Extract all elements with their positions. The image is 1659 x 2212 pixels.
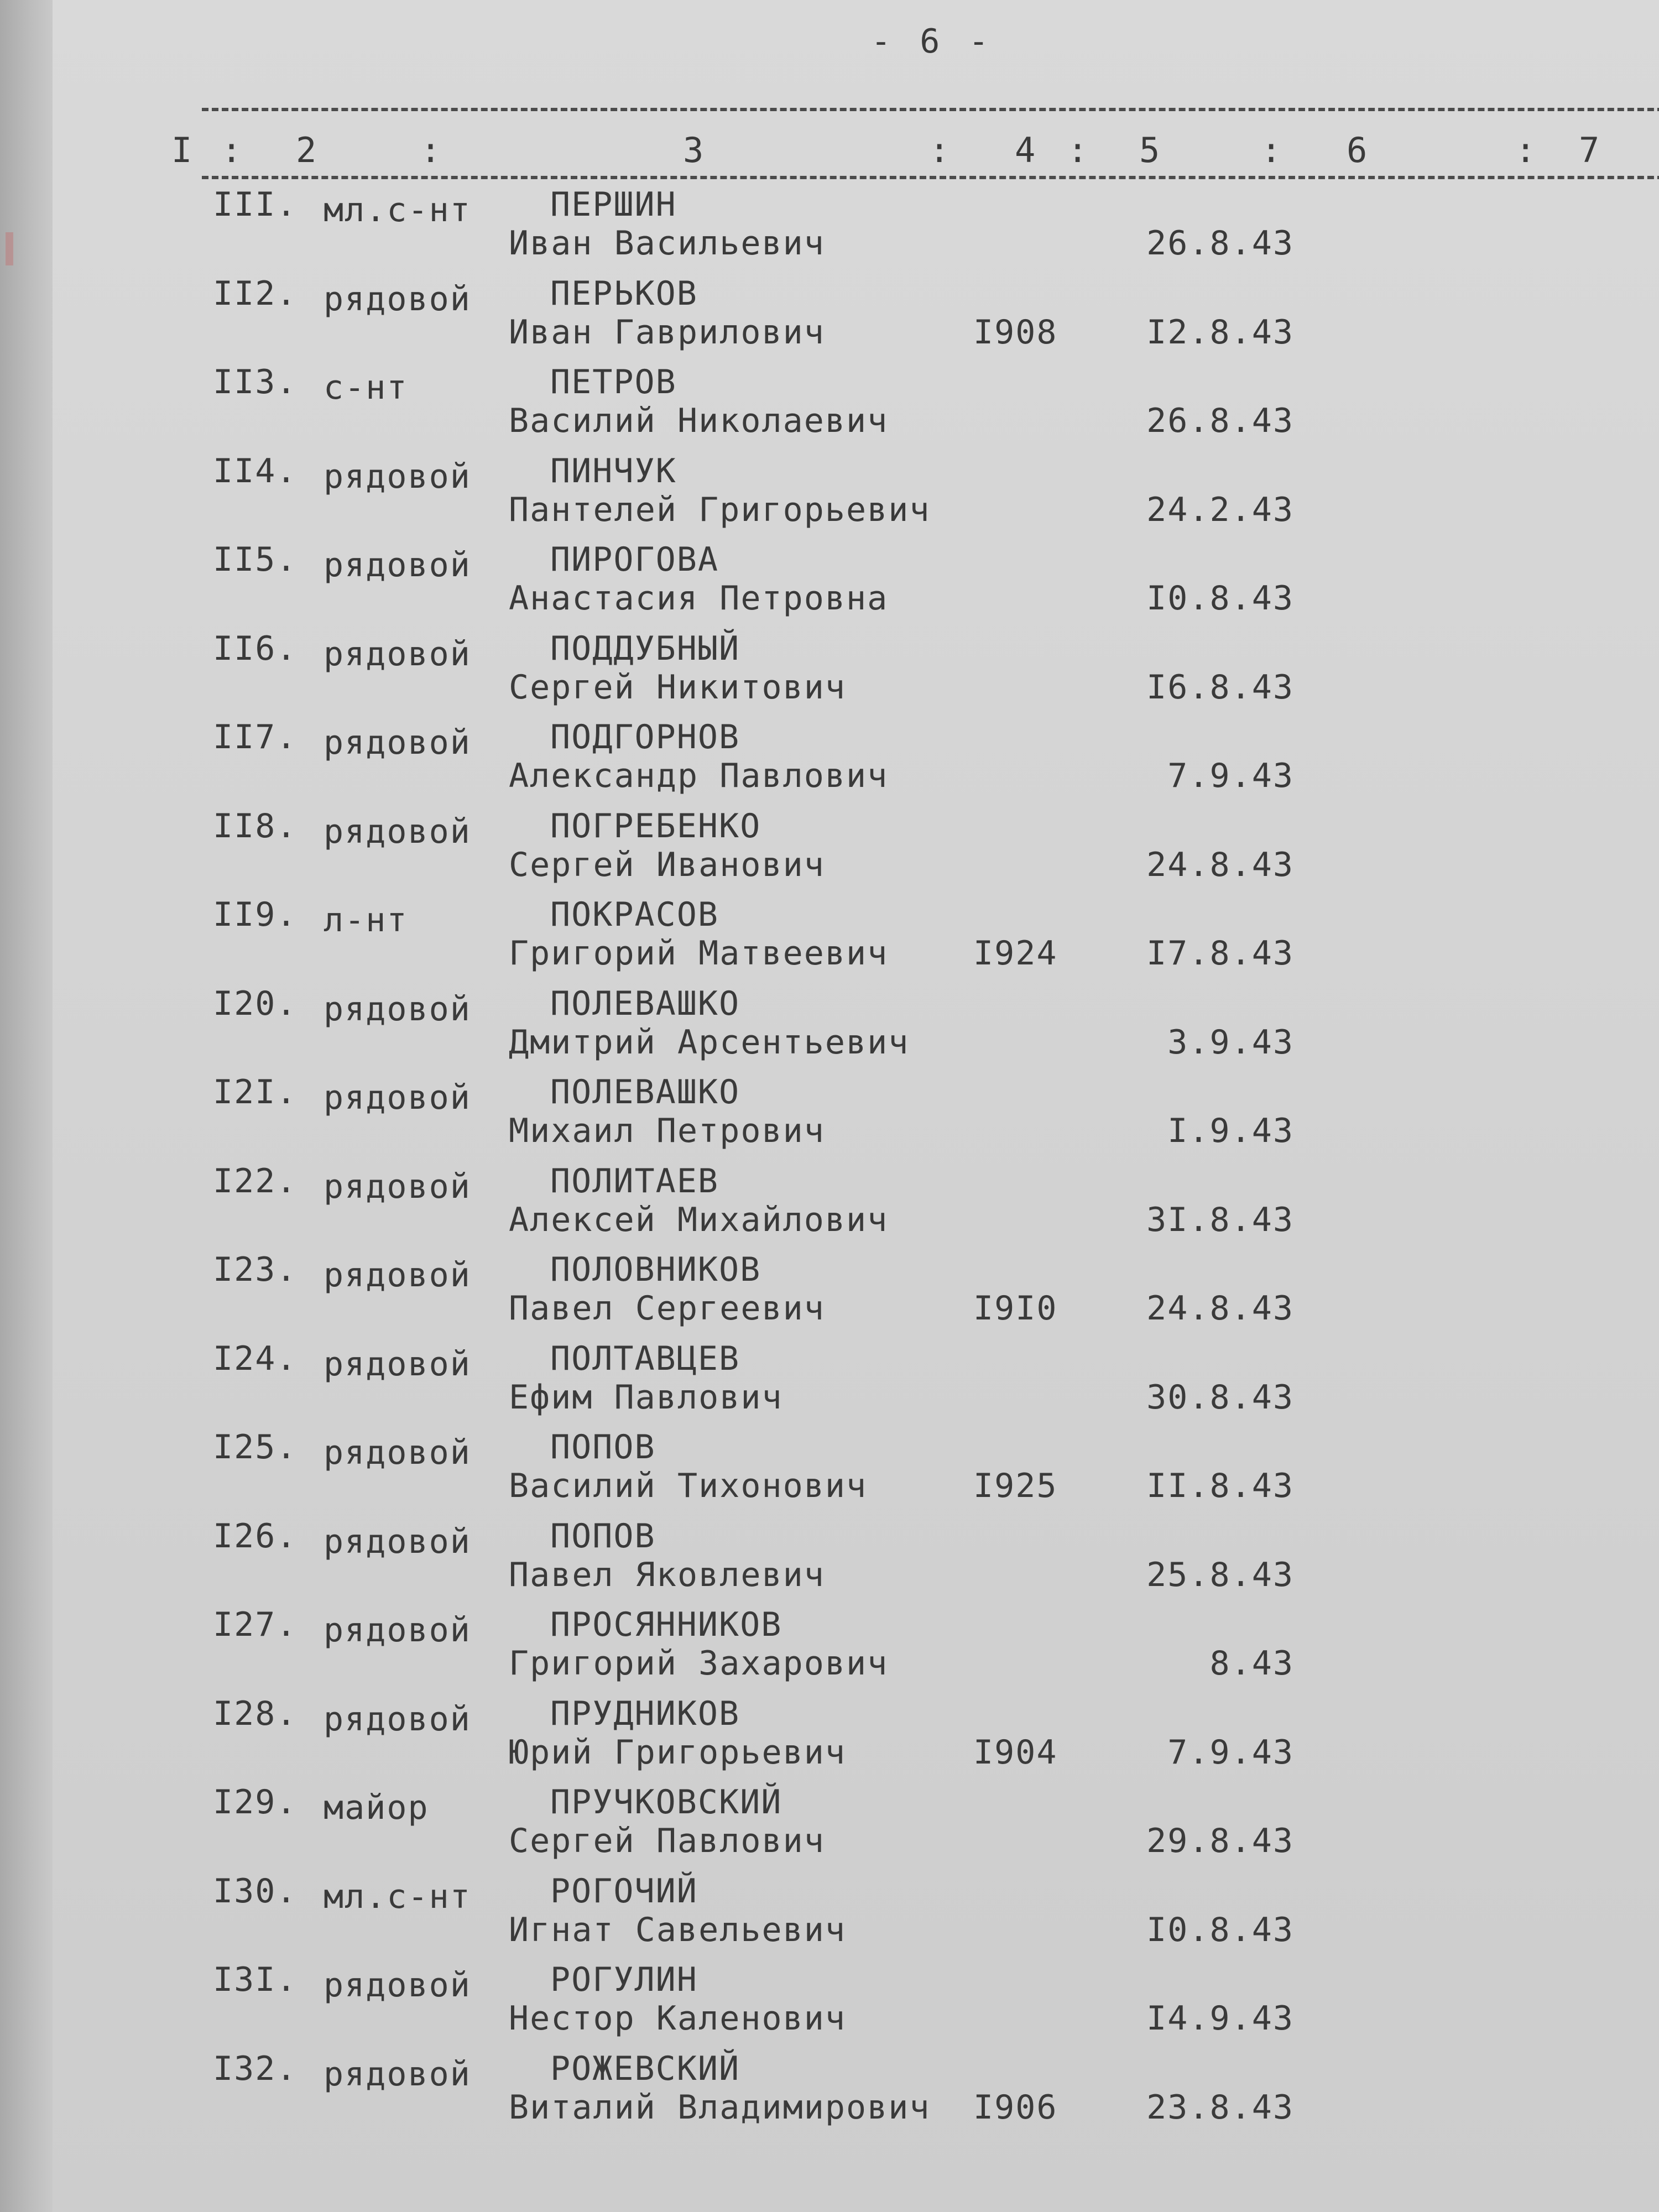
surname: ПЕТРОВ [550, 363, 677, 401]
date: I.9.43 [1167, 1112, 1294, 1150]
rank: рядовой [324, 1078, 471, 1117]
entry-number: I29. [213, 1783, 298, 1822]
list-item [53, 718, 1659, 807]
rank: рядовой [324, 1966, 471, 2005]
date: II.8.43 [1146, 1467, 1294, 1505]
rank: с-нт [324, 368, 408, 407]
birth-year: I908 [973, 312, 1058, 352]
date: 25.8.43 [1146, 1555, 1294, 1594]
date: 26.8.43 [1146, 224, 1294, 263]
surname: ПРОСЯННИКОВ [550, 1605, 782, 1644]
date: I0.8.43 [1146, 1910, 1294, 1949]
entry-number: II9. [213, 895, 298, 934]
list-item [53, 1073, 1659, 1162]
rank: мл.с-нт [324, 1877, 471, 1916]
column-separator: : [929, 130, 950, 170]
given-name: Григорий Захарович [509, 1644, 889, 1683]
surname: ПОДГОРНОВ [550, 718, 740, 757]
given-name: Сергей Иванович [509, 845, 825, 884]
entry-number: I25. [213, 1428, 298, 1467]
birth-year: I904 [973, 1733, 1058, 1772]
date: 26.8.43 [1146, 401, 1294, 440]
rank: рядовой [324, 457, 471, 496]
entry-number: I2I. [213, 1073, 298, 1112]
given-name: Сергей Никитович [509, 667, 846, 707]
header-rule-top [202, 108, 1659, 111]
given-name: Павел Сергеевич [509, 1289, 825, 1328]
given-name: Виталий Владимирович [509, 2088, 931, 2127]
date: 24.2.43 [1146, 490, 1294, 529]
entry-number: I27. [213, 1605, 298, 1644]
date: 24.8.43 [1146, 1289, 1294, 1328]
surname: ПОЛОВНИКОВ [550, 1250, 761, 1289]
entry-number: I30. [213, 1871, 298, 1911]
page-edge [0, 0, 53, 2212]
given-name: Иван Гаврилович [509, 312, 825, 352]
list-item [53, 984, 1659, 1073]
list-item [53, 1428, 1659, 1517]
rank: майор [324, 1788, 429, 1827]
column-separator: : [1067, 130, 1088, 170]
given-name: Сергей Павлович [509, 1822, 825, 1860]
surname: ПОКРАСОВ [550, 895, 719, 934]
casualty-list [53, 185, 1659, 2138]
date: 7.9.43 [1167, 1733, 1294, 1772]
rank: рядовой [324, 1344, 471, 1384]
rank: мл.с-нт [324, 191, 471, 229]
date: I2.8.43 [1146, 312, 1294, 352]
given-name: Григорий Матвеевич [509, 934, 889, 973]
entry-number: I22. [213, 1161, 298, 1201]
date: 3I.8.43 [1146, 1200, 1294, 1239]
surname: ПРУЧКОВСКИЙ [550, 1783, 782, 1822]
list-item [53, 1162, 1659, 1251]
given-name: Алексей Михайлович [509, 1200, 889, 1239]
entry-number: II5. [213, 540, 298, 579]
given-name: Михаил Петрович [509, 1112, 825, 1150]
surname: ПОЛТАВЦЕВ [550, 1339, 740, 1378]
given-name: Игнат Савельевич [509, 1910, 846, 1949]
list-item [53, 895, 1659, 984]
date: 3.9.43 [1167, 1022, 1294, 1062]
column-header-6: 6 [1347, 130, 1368, 170]
surname: РОГОЧИЙ [550, 1871, 698, 1911]
date: I6.8.43 [1146, 667, 1294, 707]
margin-mark [6, 232, 13, 265]
surname: ПОЛЕВАШКО [550, 1073, 740, 1112]
list-item [53, 274, 1659, 363]
birth-year: I924 [973, 934, 1058, 973]
rank: л-нт [324, 901, 408, 940]
entry-number: I23. [213, 1250, 298, 1289]
column-separator: : [1515, 130, 1536, 170]
surname: ПИНЧУК [550, 451, 677, 491]
list-item [53, 185, 1659, 274]
column-separator: : [1261, 130, 1282, 170]
column-header-5: 5 [1139, 130, 1160, 170]
surname: ПОДДУБНЫЙ [550, 629, 740, 668]
date: 24.8.43 [1146, 845, 1294, 884]
entry-number: II8. [213, 806, 298, 846]
column-header-1: I [171, 130, 192, 170]
given-name: Иван Васильевич [509, 224, 825, 263]
rank: рядовой [324, 723, 471, 762]
rank: рядовой [324, 989, 471, 1029]
list-item [53, 1960, 1659, 2049]
surname: РОЖЕВСКИЙ [550, 2049, 740, 2088]
list-item [53, 1250, 1659, 1339]
column-header-7: 7 [1579, 130, 1600, 170]
rank: рядовой [324, 1433, 471, 1472]
date: 29.8.43 [1146, 1822, 1294, 1860]
given-name: Юрий Григорьевич [509, 1733, 846, 1772]
entry-number: II4. [213, 451, 298, 491]
rank: рядовой [324, 279, 471, 319]
given-name: Нестор Каленович [509, 1999, 846, 2038]
date: I0.8.43 [1146, 579, 1294, 618]
given-name: Дмитрий Арсентьевич [509, 1022, 910, 1062]
document-sheet [53, 0, 1659, 2212]
entry-number: II6. [213, 629, 298, 668]
column-separator: : [420, 130, 441, 170]
list-item [53, 1605, 1659, 1694]
surname: РОГУЛИН [550, 1960, 698, 1999]
given-name: Ефим Павлович [509, 1378, 783, 1417]
list-item [53, 363, 1659, 452]
column-separator: : [221, 130, 242, 170]
surname: ПОГРЕБЕНКО [550, 806, 761, 846]
column-header-4: 4 [1015, 130, 1036, 170]
entry-number: II3. [213, 363, 298, 401]
date: I4.9.43 [1146, 1999, 1294, 2038]
surname: ПОЛЕВАШКО [550, 984, 740, 1023]
birth-year: I925 [973, 1467, 1058, 1505]
birth-year: I906 [973, 2088, 1058, 2127]
entry-number: I20. [213, 984, 298, 1023]
entry-number: I26. [213, 1516, 298, 1556]
given-name: Василий Николаевич [509, 401, 889, 440]
rank: рядовой [324, 2054, 471, 2094]
column-header-2: 2 [296, 130, 317, 170]
header-rule-bottom [202, 176, 1659, 179]
entry-number: II2. [213, 274, 298, 313]
list-item [53, 1694, 1659, 1783]
list-item [53, 1339, 1659, 1428]
rank: рядовой [324, 1256, 471, 1295]
given-name: Анастасия Петровна [509, 579, 889, 618]
list-item [53, 1872, 1659, 1961]
entry-number: II7. [213, 718, 298, 757]
surname: ПОПОВ [550, 1516, 656, 1556]
birth-year: I9I0 [973, 1289, 1058, 1328]
surname: ПИРОГОВА [550, 540, 719, 579]
list-item [53, 629, 1659, 718]
given-name: Павел Яковлевич [509, 1555, 825, 1594]
rank: рядовой [324, 546, 471, 585]
date: 23.8.43 [1146, 2088, 1294, 2127]
surname: ПОПОВ [550, 1428, 656, 1467]
given-name: Василий Тихонович [509, 1467, 868, 1505]
list-item [53, 807, 1659, 896]
rank: рядовой [324, 1611, 471, 1650]
column-header-3: 3 [683, 130, 704, 170]
surname: ПОЛИТАЕВ [550, 1161, 719, 1201]
surname: ПЕРШИН [550, 185, 677, 224]
date: I7.8.43 [1146, 934, 1294, 973]
given-name: Пантелей Григорьевич [509, 490, 931, 529]
date: 30.8.43 [1146, 1378, 1294, 1417]
entry-number: I24. [213, 1339, 298, 1378]
rank: рядовой [324, 1522, 471, 1561]
rank: рядовой [324, 1167, 471, 1206]
rank: рядовой [324, 812, 471, 851]
page-number: - 6 - [871, 22, 993, 61]
entry-number: I32. [213, 2049, 298, 2088]
list-item [53, 1783, 1659, 1872]
entry-number: III. [213, 185, 298, 224]
list-item [53, 1517, 1659, 1606]
date: 7.9.43 [1167, 757, 1294, 795]
date: 8.43 [1209, 1644, 1294, 1683]
surname: ПЕРЬКОВ [550, 274, 698, 313]
entry-number: I28. [213, 1694, 298, 1733]
list-item [53, 2049, 1659, 2138]
list-item [53, 540, 1659, 629]
rank: рядовой [324, 634, 471, 674]
list-item [53, 452, 1659, 541]
rank: рядовой [324, 1699, 471, 1739]
given-name: Александр Павлович [509, 757, 889, 795]
surname: ПРУДНИКОВ [550, 1694, 740, 1733]
entry-number: I3I. [213, 1960, 298, 1999]
